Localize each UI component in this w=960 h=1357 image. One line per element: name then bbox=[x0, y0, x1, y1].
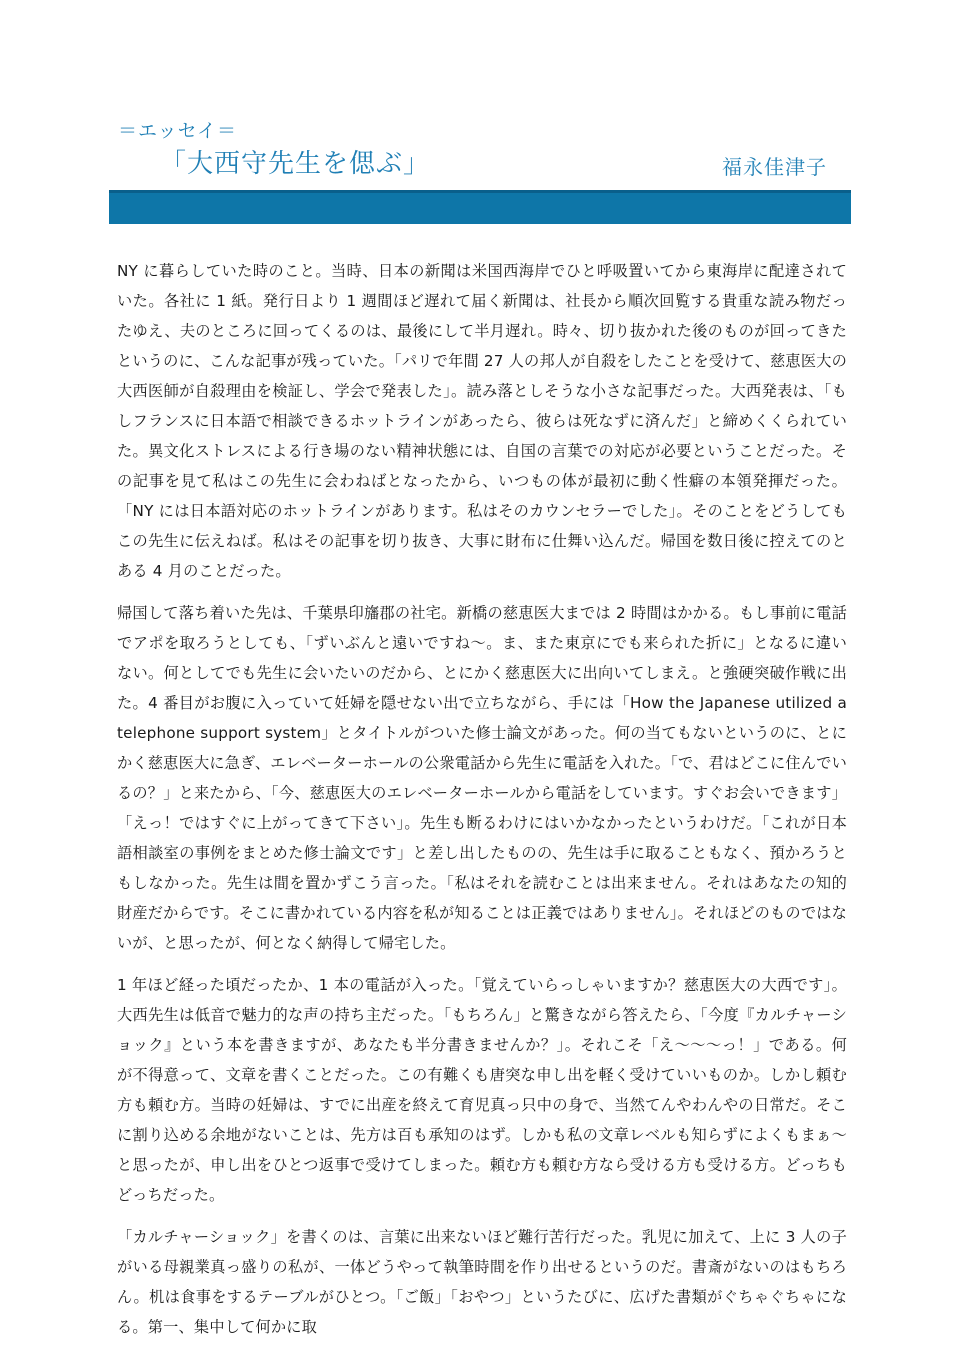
author-name: 福永佳津子 bbox=[722, 155, 827, 179]
header-banner bbox=[109, 190, 851, 224]
essay-body bbox=[117, 256, 847, 1354]
essay-title: 「大西守先生を偲ぶ」 bbox=[160, 149, 431, 179]
paragraph: 1 年ほど経った頃だったか、1 本の電話が入った。「覚えていらっしゃいますか？慈恵医大の大西です」。大西先生は低音で魅力的な声の持ち主だった。「もちろん」と驚きながら答えたら、「今度『カルチャーショック』という本を書きますが、あなたも半分書きませんか？」。それこそ「え～～～っ！」である。何が不得意って、文章を書くことだった。この有難くも唐突な申し出を軽く受けていいものか。しかし頼む方も頼む方。当時の妊婦は、すでに出産を終えて育児真っ只中の身で、当然てんやわんやの日常だ。そこに割り込める余地がないことは、先方は百も承知のはず。しかも私の文章レベルも知らずによくもまぁ～と思ったが、申し出をひとつ返事で受けてしまった。頼む方も頼む方なら受ける方も受ける方。どっちもどっちだった。 bbox=[117, 976, 847, 1204]
paragraph: NY に暮らしていた時のこと。当時、日本の新聞は米国西海岸でひと呼吸置いてから東海岸に配達されていた。各社に 1 紙。発行日より 1 週間ほど遅れて届く新聞は、社長から順次回覧する貴重な読み物だったゆえ、夫のところに回ってくるのは、最後にして半月遅れ。時々、切り抜かれた後のものが回ってきたというのに、こんな記事が残っていた。「パリで年間 27 人の邦人が自殺をしたことを受けて、慈恵医大の大西医師が自殺理由を検証し、学会で発表した」。読み落としそうな小さな記事だった。大西発表は、「もしフランスに日本語で相談できるホットラインがあったら、彼らは死なずに済んだ」と締めくくられていた。異文化ストレスによる行き場のない精神状態には、自国の言葉での対応が必要ということだった。その記事を見て私はこの先生に会わねばとなったから、いつもの体が最初に動く性癖の本領発揮だった。「NY には日本語対応のホットラインがあります。私はそのカウンセラーでした」。そのことをどうしてもこの先生に伝えねば。私はその記事を切り抜き、大事に財布に仕舞い込んだ。帰国を数日後に控えてのとある 4 月のことだった。 bbox=[117, 262, 847, 580]
essay-label: ＝エッセイ＝ bbox=[118, 120, 238, 142]
paragraph: 「カルチャーショック」を書くのは、言葉に出来ないほど難行苦行だった。乳児に加えて、上に 3 人の子がいる母親業真っ盛りの私が、一体どうやって執筆時間を作り出せるというのだ。書斎がないのはもちろん。机は食事をするテーブルがひとつ。「ご飯」「おやつ」というたびに、広げた書類がぐちゃぐちゃになる。第一、集中して何かに取 bbox=[117, 1228, 847, 1336]
paragraph: 帰国して落ち着いた先は、千葉県印旛郡の社宅。新橋の慈恵医大までは 2 時間はかかる。もし事前に電話でアポを取ろうとしても、「ずいぶんと遠いですね～。ま、また東京にでも来られた折に」となるに違いない。何としてでも先生に会いたいのだから、とにかく慈恵医大に出向いてしまえ。と強硬突破作戦に出た。4 番目がお腹に入っていて妊婦を隠せない出で立ちながら、手には「How the Japanese utilized a telephone support system」とタイトルがついた修士論文があった。何の当てもないというのに、とにかく慈恵医大に急ぎ、エレベーターホールの公衆電話から先生に電話を入れた。「で、君はどこに住んでいるの？」と来たから、「今、慈恵医大のエレベーターホールから電話をしています。すぐお会いできます」「えっ！ではすぐに上がってきて下さい」。先生も断るわけにはいかなかったというわけだ。「これが日本語相談室の事例をまとめた修士論文です」と差し出したものの、先生は手に取ることもなく、預かろうともしなかった。先生は間を置かずこう言った。「私はそれを読むことは出来ません。それはあなたの知的財産だからです。そこに書かれている内容を私が知ることは正義ではありません」。それほどのものではないが、と思ったが、何となく納得して帰宅した。 bbox=[117, 604, 847, 952]
